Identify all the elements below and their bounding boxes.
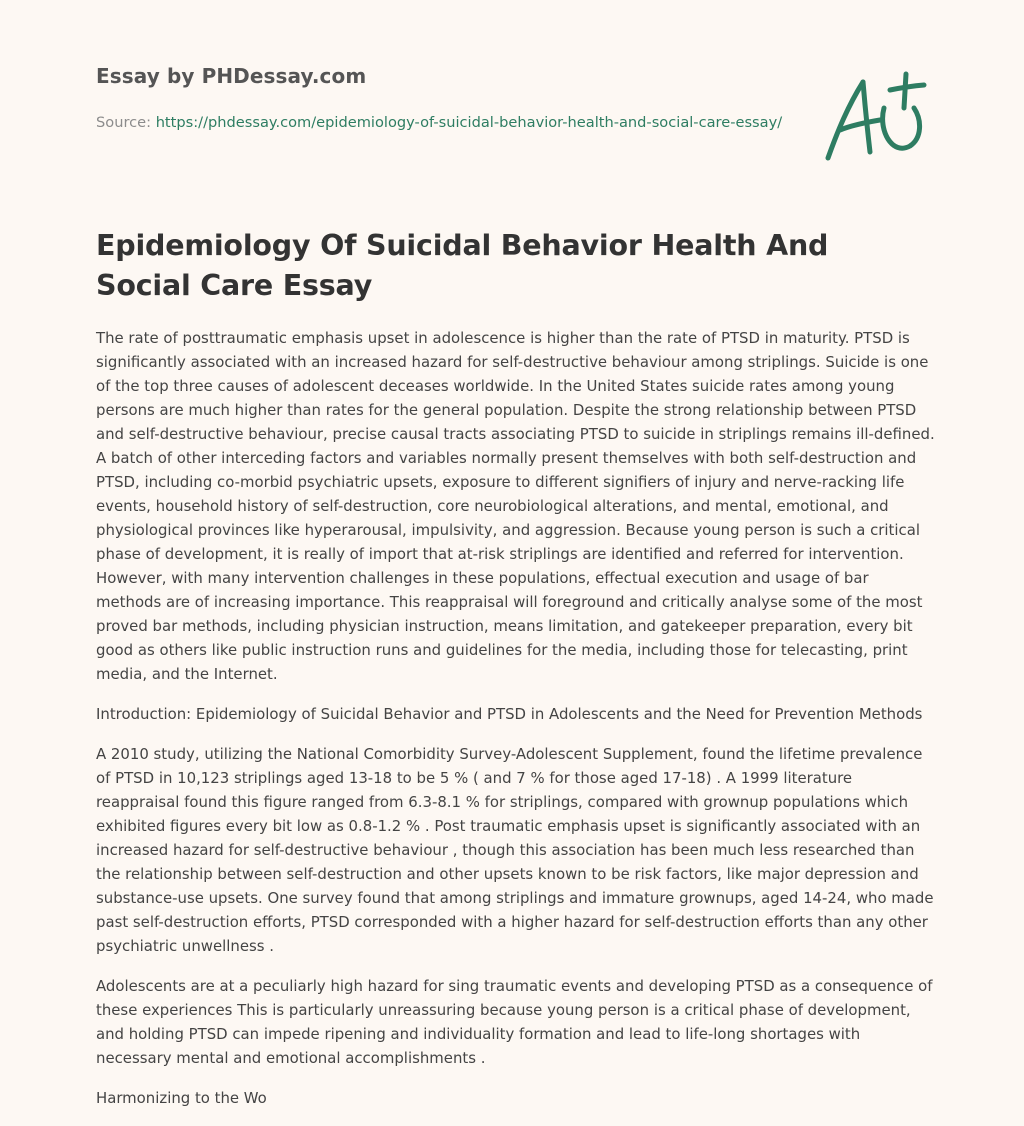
paragraph: A 2010 study, utilizing the National Comorbidity Survey-Adolescent Supplement, found the lifetime prevalence of PTSD in 10,123 striplings aged 13-18 to be 5 % ( and 7 % for those aged 17-18) . A 1999 literature reappraisal found this figure ranged from 6.3-8.1 % for striplings, compared with grownup populations which exhibited figures every bit low as 0.8-1.2 % . Post traumatic emphasis upset is significantly associated with an increased hazard for self-destructive behaviour , though this association has been much less researched than the relationship between self-destruction and other upsets known to be risk factors, like major depression and substance-use upsets. One survey found that among striplings and immature grownups, aged 14-24, who made past self-destruction efforts, PTSD corresponded with a higher hazard for self-destruction efforts than any other psychiatric unwellness . [96, 745, 934, 955]
source-link[interactable]: https://phdessay.com/epidemiology-of-suicidal-behavior-health-and-social-care-essay/ [155, 114, 783, 131]
source-line [96, 111, 786, 135]
essay-title: Epidemiology Of Suicidal Behavior Health And Social Care Essay [96, 229, 829, 302]
section-heading: Introduction: Epidemiology of Suicidal Behavior and PTSD in Adolescents and the Need for Prevention Methods [96, 705, 923, 723]
source-label: Source: [96, 114, 152, 131]
paragraph-truncated: Harmonizing to the Wo [96, 1089, 267, 1107]
site-title: Essay by PHDessay.com [96, 64, 367, 88]
paragraph: Adolescents are at a peculiarly high hazard for sing traumatic events and developing PTSD as a consequence of these experiences This is particularly unreassuring because young person is a critical phase of development, and holding PTSD can impede ripening and individuality formation and lead to life-long shortages with necessary mental and emotional accomplishments . [96, 977, 933, 1067]
essay-body [96, 326, 936, 1126]
a-plus-logo-icon [818, 68, 928, 164]
a-plus-logo [818, 68, 928, 164]
paragraph: The rate of posttraumatic emphasis upset in adolescence is higher than the rate of PTSD in maturity. PTSD is significantly associated with an increased hazard for self-destructive behaviour among striplings. Suicide is one of the top three causes of adolescent deceases worldwide. In the United States suicide rates among young persons are much higher than rates for the general population. Despite the strong relationship between PTSD and self-destructive behaviour, precise causal tracts associating PTSD to suicide in striplings remains ill-defined. A batch of other interceding factors and variables normally present themselves with both self-destruction and PTSD, including co-morbid psychiatric upsets, exposure to different signifiers of injury and nerve-racking life events, household history of self-destruction, core neurobiological alterations, and mental, emotional, and physiological provinces like hyperarousal, impulsivity, and aggression. Because young person is such a critical phase of development, it is really of import that at-risk striplings are identified and referred for intervention. However, with many intervention challenges in these populations, effectual execution and usage of bar methods are of increasing importance. This reappraisal will foreground and critically analyse some of the most proved bar methods, including physician instruction, means limitation, and gatekeeper preparation, every bit good as others like public instruction runs and guidelines for the media, including those for telecasting, print media, and the Internet. [96, 329, 935, 683]
